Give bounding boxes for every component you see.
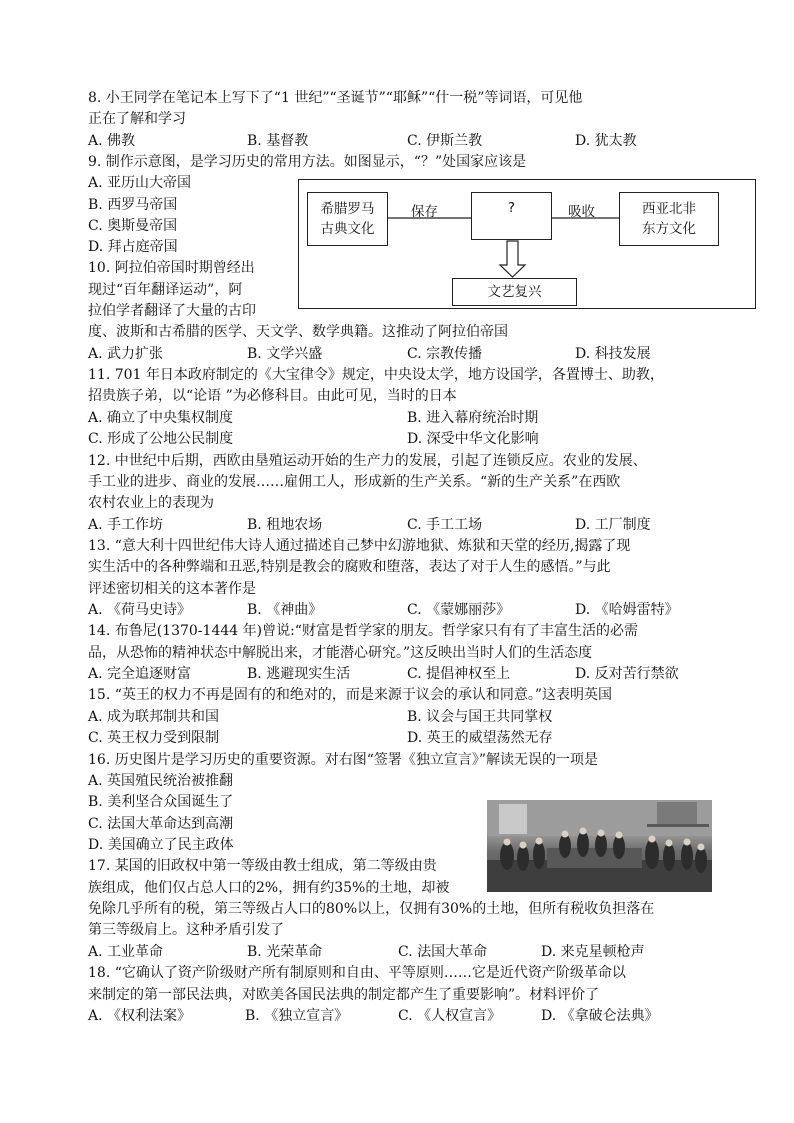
q13-option-d: D. 《哈姆雷特》 xyxy=(575,602,679,618)
q9-option-a: A. 亚历山大帝国 xyxy=(88,175,192,191)
q18-stem-line2: 来制定的第一部民法典，对欧美各国民法典的制定都产生了重要影响”。材料评价了 xyxy=(88,987,600,1003)
q9-stem-line1: 9. 制作示意图，是学习历史的常用方法。如图显示，“？”处国家应该是 xyxy=(88,154,527,170)
q12-option-d: D. 工厂制度 xyxy=(575,517,651,533)
q8-option-d: D. 犹太教 xyxy=(575,133,637,149)
q12-stem-line2: 手工业的进步、商业的发展……雇佣工人，形成新的生产关系。“新的生产关系”在西欧 xyxy=(88,474,621,490)
q10-stem-line3: 拉伯学者翻译了大量的古印 xyxy=(88,303,256,319)
q14-option-c: C. 提倡神权至上 xyxy=(407,666,511,682)
q17-option-a: A. 工业革命 xyxy=(88,944,164,960)
q16-option-b: B. 美利坚合众国诞生了 xyxy=(88,794,234,810)
diagram-center-box-text: ? xyxy=(507,200,516,216)
q16-option-a: A. 英国殖民统治被推翻 xyxy=(88,773,234,789)
q18-option-c: C. 《人权宣言》 xyxy=(398,1008,502,1024)
q10-stem-line4: 度、波斯和古希腊的医学、天文学、数学典籍。这推动了阿拉伯帝国 xyxy=(88,324,508,340)
q11-option-c: C. 形成了公地公民制度 xyxy=(88,431,234,447)
q13-option-c: C. 《蒙娜丽莎》 xyxy=(407,602,511,618)
q9-option-b: B. 西罗马帝国 xyxy=(88,197,178,213)
q15-option-d: D. 英王的威望荡然无存 xyxy=(407,730,553,746)
q8-stem-line1: 8. 小王同学在笔记本上写下了“1 世纪”“圣诞节”“耶稣”“什一税”等词语，可见他 xyxy=(88,90,583,106)
q13-stem-line3: 评述密切相关的这本著作是 xyxy=(88,581,256,597)
q14-stem-line1: 14. 布鲁尼(1370-1444 年)曾说:“财富是哲学家的朋友。哲学家只有有了丰富生活的必需 xyxy=(88,623,638,639)
q10-stem-line1: 10. 阿拉伯帝国时期曾经出 xyxy=(88,260,255,276)
q18-option-a: A. 《权利法案》 xyxy=(88,1008,192,1024)
diagram-connectors xyxy=(298,179,756,309)
q15-option-c: C. 英王权力受到限制 xyxy=(88,730,220,746)
diagram-left-box-line1: 希腊罗马 xyxy=(320,201,375,217)
q12-option-a: A. 手工作坊 xyxy=(88,517,164,533)
diagram-right-box-line1: 西亚北非 xyxy=(642,201,696,217)
q10-option-a: A. 武力扩张 xyxy=(88,346,164,362)
q12-option-c: C. 手工工场 xyxy=(407,517,483,533)
q10-option-b: B. 文学兴盛 xyxy=(247,346,323,362)
q17-option-c: C. 法国大革命 xyxy=(398,944,488,960)
q16-option-c: C. 法国大革命达到高潮 xyxy=(88,816,234,832)
q11-stem-line2: 招贵族子弟，以“论语 ”为必修科目。由此可见，当时的日本 xyxy=(88,388,457,404)
diagram-right-box-line2: 东方文化 xyxy=(642,221,696,237)
diagram-label-preserve: 保存 xyxy=(411,204,438,220)
q8-stem-line2: 正在了解和学习 xyxy=(88,111,186,127)
q17-stem-line3: 免除几乎所有的税，第三等级占人口的80%以上，仅拥有30%的土地，但所有税收负担落在 xyxy=(88,901,655,917)
q18-stem-line1: 18. “它确认了资产阶级财产所有制原则和自由、平等原则……它是近代资产阶级革命以 xyxy=(88,965,626,981)
diagram-bottom-box-text: 文艺复兴 xyxy=(487,284,542,300)
q17-stem-line4: 第三等级肩上。这种矛盾引发了 xyxy=(88,922,284,938)
q13-option-b: B. 《神曲》 xyxy=(247,602,323,618)
q11-option-d: D. 深受中华文化影响 xyxy=(407,431,539,447)
diagram-label-absorb: 吸收 xyxy=(568,204,595,220)
q12-stem-line1: 12. 中世纪中后期，西欧由垦殖运动开始的生产力的发展，引起了连锁反应。农业的发展、 xyxy=(88,453,647,469)
q17-stem-line1: 17. 某国的旧政权中第一等级由教士组成，第二等级由贵 xyxy=(88,858,437,874)
declaration-signing-photo xyxy=(487,800,712,892)
q11-stem-line1: 11. 701 年日本政府制定的《大宝律令》规定，中央设太学，地方设国学，各置博士、助教， xyxy=(88,367,664,383)
down-arrow-icon xyxy=(500,241,525,277)
q17-stem-line2: 族组成，他们仅占总人口的2%，拥有约35%的土地，却被 xyxy=(88,880,450,896)
q14-option-a: A. 完全追逐财富 xyxy=(88,666,192,682)
q16-stem-line1: 16. 历史图片是学习历史的重要资源。对右图“签署《独立宣言》”解读无误的一项是 xyxy=(88,752,599,768)
q8-option-a: A. 佛教 xyxy=(88,133,136,149)
q18-option-d: D. 《拿破仑法典》 xyxy=(541,1008,659,1024)
q11-option-a: A. 确立了中央集权制度 xyxy=(88,410,234,426)
q13-stem-line1: 13. “意大利十四世纪伟大诗人通过描述自己梦中幻游地狱、炼狱和天堂的经历,揭露了现 xyxy=(88,538,631,554)
q10-option-d: D. 科技发展 xyxy=(575,346,651,362)
q10-option-c: C. 宗教传播 xyxy=(407,346,483,362)
q17-option-b: B. 光荣革命 xyxy=(247,944,323,960)
q18-option-b: B. 《独立宣言》 xyxy=(245,1008,349,1024)
q14-option-d: D. 反对苦行禁欲 xyxy=(575,666,679,682)
q14-stem-line2: 品，从恐怖的精神状态中解脱出来，才能潜心研究。”这反映出当时人们的生活态度 xyxy=(88,645,593,661)
q10-stem-line2: 现过“百年翻译运动”，阿 xyxy=(88,282,243,298)
diagram-left-box-line2: 古典文化 xyxy=(320,221,375,237)
q12-option-b: B. 租地农场 xyxy=(247,517,323,533)
q11-option-b: B. 进入幕府统治时期 xyxy=(407,410,539,426)
q9-option-d: D. 拜占庭帝国 xyxy=(88,239,178,255)
painting-scene xyxy=(487,800,712,892)
q8-option-c: C. 伊斯兰教 xyxy=(407,133,483,149)
q9-option-c: C. 奥斯曼帝国 xyxy=(88,218,178,234)
q16-option-d: D. 美国确立了民主政体 xyxy=(88,837,234,853)
q15-stem-line1: 15. “英王的权力不再是固有的和绝对的，而是来源于议会的承认和同意。”这表明英国 xyxy=(88,687,613,703)
q13-option-a: A. 《荷马史诗》 xyxy=(88,602,192,618)
q12-stem-line3: 农村农业上的表现为 xyxy=(88,495,214,511)
q17-option-d: D. 来克星顿枪声 xyxy=(541,944,645,960)
q15-option-a: A. 成为联邦制共和国 xyxy=(88,709,220,725)
q13-stem-line2: 实生活中的各种弊端和丑恶,特别是教会的腐败和堕落，表达了对于人生的感悟。”与此 xyxy=(88,559,611,575)
q8-option-b: B. 基督教 xyxy=(247,133,309,149)
q14-option-b: B. 逃避现实生活 xyxy=(247,666,351,682)
q15-option-b: B. 议会与国王共同掌权 xyxy=(407,709,553,725)
